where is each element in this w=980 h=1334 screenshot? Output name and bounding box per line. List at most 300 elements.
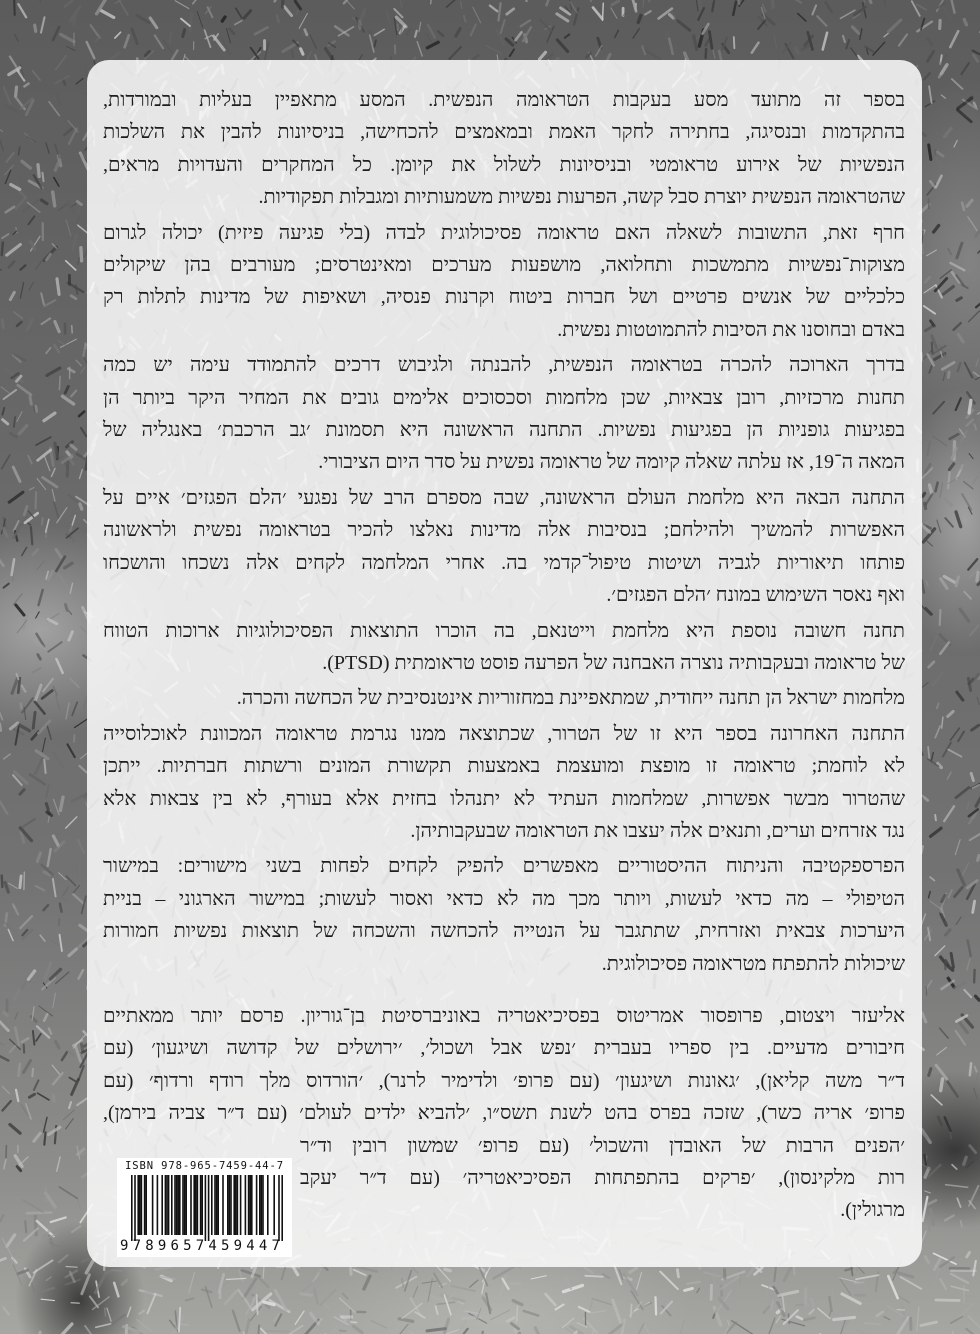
grass-stroke	[940, 1028, 949, 1038]
grass-stroke	[0, 1258, 6, 1266]
grass-stroke	[941, 579, 947, 589]
grass-stroke	[44, 760, 45, 773]
grass-stroke	[926, 609, 932, 615]
grass-stroke	[65, 0, 75, 7]
grass-stroke	[973, 901, 975, 912]
grass-stroke	[522, 0, 527, 1]
grass-stroke	[9, 492, 23, 502]
grass-stroke	[714, 1308, 720, 1326]
grass-stroke	[56, 550, 61, 558]
grass-stroke	[181, 19, 190, 26]
grass-stroke	[20, 328, 32, 339]
grass-stroke	[71, 1303, 79, 1304]
grass-stroke	[854, 1282, 864, 1283]
grass-stroke	[767, 1318, 775, 1334]
grass-stroke	[949, 464, 953, 470]
grass-stroke	[843, 36, 845, 42]
grass-stroke	[0, 802, 7, 814]
grass-stroke	[66, 817, 77, 828]
grass-stroke	[47, 1277, 52, 1280]
grass-stroke	[970, 1146, 976, 1153]
grass-stroke	[394, 18, 397, 35]
grass-stroke	[678, 21, 690, 31]
grass-stroke	[789, 0, 801, 3]
grass-stroke	[29, 283, 33, 291]
grass-stroke	[958, 732, 964, 742]
grass-stroke	[940, 610, 941, 625]
grass-stroke	[812, 5, 816, 14]
grass-stroke	[937, 1047, 947, 1055]
grass-stroke	[758, 21, 765, 29]
grass-stroke	[645, 50, 660, 59]
grass-stroke	[42, 518, 43, 525]
grass-stroke	[53, 993, 56, 1008]
grass-stroke	[417, 42, 422, 56]
grass-stroke	[940, 1279, 946, 1289]
grass-stroke	[56, 659, 62, 673]
grass-stroke	[66, 261, 76, 270]
grass-stroke	[18, 678, 20, 693]
grass-stroke	[798, 14, 806, 22]
grass-stroke	[929, 1069, 931, 1076]
grass-stroke	[930, 181, 935, 187]
grass-stroke	[948, 249, 951, 255]
grass-stroke	[175, 1311, 177, 1327]
grass-stroke	[873, 42, 885, 55]
grass-stroke	[966, 1162, 973, 1168]
grass-stroke	[18, 4, 26, 17]
grass-stroke	[65, 563, 73, 568]
grass-stroke	[428, 25, 435, 38]
grass-stroke	[950, 1268, 969, 1269]
grass-stroke	[301, 49, 303, 54]
grass-stroke	[929, 892, 931, 898]
grass-stroke	[259, 1277, 269, 1287]
grass-stroke	[929, 145, 931, 160]
grass-stroke	[66, 1267, 77, 1268]
grass-stroke	[933, 402, 944, 414]
grass-stroke	[33, 1031, 35, 1045]
grass-stroke	[447, 0, 456, 7]
grass-stroke	[922, 493, 925, 497]
grass-stroke	[333, 1326, 337, 1331]
grass-stroke	[51, 941, 59, 946]
grass-stroke	[20, 876, 21, 888]
grass-stroke	[15, 990, 20, 999]
grass-stroke	[53, 192, 55, 206]
grass-stroke	[699, 0, 701, 9]
grass-stroke	[930, 1210, 933, 1225]
grass-stroke	[929, 1165, 941, 1176]
grass-stroke	[946, 1185, 968, 1188]
grass-stroke	[16, 198, 25, 208]
grass-stroke	[510, 49, 514, 56]
grass-stroke	[22, 547, 27, 555]
grass-stroke	[531, 1276, 546, 1279]
grass-stroke	[44, 905, 49, 910]
grass-stroke	[244, 11, 250, 18]
grass-stroke	[947, 772, 951, 779]
grass-stroke	[41, 293, 44, 304]
grass-stroke	[974, 372, 980, 377]
grass-stroke	[445, 1269, 451, 1271]
grass-stroke	[54, 345, 58, 352]
grass-stroke	[224, 1282, 228, 1286]
grass-stroke	[884, 1317, 890, 1320]
grass-stroke	[952, 1165, 957, 1169]
grass-stroke	[764, 1307, 769, 1313]
grass-stroke	[61, 897, 67, 901]
grass-stroke	[66, 220, 71, 236]
grass-stroke	[0, 1215, 3, 1224]
grass-stroke	[0, 724, 1, 731]
grass-stroke	[823, 33, 827, 50]
grass-stroke	[63, 887, 69, 895]
grass-stroke	[22, 686, 26, 692]
grass-stroke	[566, 1278, 571, 1288]
grass-stroke	[937, 520, 941, 532]
grass-stroke	[13, 231, 17, 235]
grass-stroke	[921, 1322, 937, 1325]
grass-stroke	[2, 1238, 14, 1260]
grass-stroke	[948, 750, 961, 757]
grass-stroke	[35, 758, 43, 774]
grass-stroke	[46, 785, 48, 797]
grass-stroke	[54, 799, 60, 814]
grass-stroke	[931, 753, 933, 761]
grass-stroke	[186, 1298, 194, 1300]
grass-stroke	[956, 917, 961, 924]
grass-stroke	[77, 202, 81, 205]
grass-stroke	[846, 40, 849, 49]
grass-stroke	[512, 1324, 519, 1329]
grass-stroke	[899, 35, 907, 46]
grass-stroke	[422, 1281, 436, 1283]
grass-stroke	[107, 1308, 111, 1321]
grass-stroke	[55, 322, 59, 332]
grass-stroke	[10, 292, 14, 299]
grass-stroke	[426, 33, 430, 41]
grass-stroke	[399, 1319, 413, 1322]
grass-stroke	[58, 341, 66, 345]
grass-stroke	[669, 39, 673, 54]
grass-stroke	[951, 263, 965, 270]
grass-stroke	[36, 437, 51, 445]
grass-stroke	[932, 343, 933, 354]
grass-stroke	[343, 1293, 348, 1298]
grass-stroke	[79, 970, 83, 978]
grass-stroke	[47, 368, 60, 375]
grass-stroke	[487, 46, 502, 54]
grass-stroke	[935, 278, 947, 291]
grass-stroke	[38, 655, 41, 660]
grass-stroke	[69, 632, 73, 640]
grass-stroke	[935, 726, 940, 738]
grass-stroke	[57, 1157, 60, 1171]
grass-stroke	[968, 559, 977, 569]
grass-stroke	[83, 344, 85, 356]
grass-stroke	[931, 635, 938, 649]
grass-stroke	[565, 34, 569, 37]
grass-stroke	[958, 1304, 974, 1319]
grass-stroke	[75, 719, 88, 727]
grass-stroke	[65, 387, 68, 394]
grass-stroke	[936, 1065, 947, 1079]
grass-stroke	[63, 80, 65, 85]
grass-stroke	[21, 703, 22, 708]
grass-stroke	[16, 1090, 18, 1101]
grass-stroke	[926, 326, 933, 331]
grass-stroke	[51, 1217, 66, 1222]
grass-stroke	[55, 76, 69, 84]
grass-stroke	[23, 1200, 43, 1212]
grass-stroke	[632, 0, 636, 11]
grass-stroke	[713, 50, 715, 58]
grass-stroke	[252, 1298, 254, 1305]
grass-stroke	[69, 1078, 75, 1082]
grass-stroke	[236, 8, 242, 18]
grass-stroke	[140, 1311, 144, 1314]
grass-stroke	[15, 1028, 19, 1045]
grass-stroke	[77, 1198, 81, 1210]
grass-stroke	[929, 86, 932, 103]
grass-stroke	[884, 0, 885, 6]
grass-stroke	[940, 643, 949, 654]
grass-stroke	[933, 672, 943, 684]
grass-stroke	[7, 153, 14, 162]
grass-stroke	[877, 1312, 883, 1316]
grass-stroke	[45, 963, 51, 979]
grass-stroke	[944, 287, 954, 295]
grass-stroke	[419, 22, 421, 31]
grass-stroke	[962, 203, 964, 210]
grass-stroke	[33, 668, 41, 672]
grass-stroke	[473, 7, 481, 23]
grass-stroke	[64, 129, 72, 136]
grass-stroke	[340, 1331, 346, 1332]
grass-stroke	[969, 400, 971, 413]
grass-stroke	[222, 17, 225, 21]
grass-stroke	[266, 1331, 288, 1332]
grass-stroke	[69, 949, 77, 956]
grass-stroke	[4, 754, 10, 759]
grass-stroke	[945, 930, 950, 935]
grass-stroke	[283, 0, 284, 7]
grass-stroke	[44, 413, 55, 421]
grass-stroke	[257, 1325, 259, 1334]
grass-stroke	[797, 1317, 802, 1319]
grass-stroke	[978, 856, 979, 861]
grass-stroke	[3, 1308, 8, 1315]
grass-stroke	[137, 1320, 152, 1332]
grass-stroke	[976, 359, 978, 366]
grass-stroke	[928, 747, 929, 758]
grass-stroke	[936, 1300, 959, 1301]
grass-stroke	[34, 1133, 40, 1141]
grass-stroke	[585, 1268, 593, 1273]
grass-stroke	[67, 46, 75, 50]
grass-stroke	[5, 883, 8, 893]
grass-stroke	[53, 836, 58, 846]
grass-stroke	[0, 127, 3, 131]
grass-stroke	[948, 890, 952, 898]
grass-stroke	[938, 1117, 941, 1125]
grass-stroke	[415, 31, 417, 37]
grass-stroke	[490, 6, 497, 12]
grass-stroke	[71, 445, 76, 449]
grass-stroke	[90, 1297, 98, 1308]
grass-stroke	[9, 883, 18, 888]
grass-stroke	[4, 87, 11, 104]
grass-stroke	[950, 31, 958, 47]
grass-stroke	[1, 387, 9, 393]
grass-stroke	[72, 702, 77, 715]
grass-stroke	[54, 753, 63, 768]
grass-stroke	[858, 1330, 877, 1334]
grass-stroke	[19, 147, 20, 155]
grass-stroke	[48, 619, 57, 624]
grass-stroke	[20, 790, 24, 795]
grass-stroke	[728, 1320, 730, 1325]
grass-stroke	[955, 887, 963, 896]
grass-stroke	[235, 21, 242, 25]
grass-stroke	[591, 1311, 605, 1313]
grass-stroke	[81, 1044, 82, 1051]
grass-stroke	[515, 32, 521, 40]
grass-stroke	[49, 102, 59, 116]
grass-stroke	[974, 1088, 977, 1098]
grass-stroke	[922, 1130, 930, 1143]
grass-stroke	[160, 1276, 175, 1279]
grass-stroke	[22, 161, 30, 168]
grass-stroke	[951, 1286, 968, 1290]
grass-stroke	[105, 1308, 106, 1316]
grass-stroke	[937, 703, 939, 708]
grass-stroke	[0, 1055, 8, 1060]
grass-stroke	[47, 725, 51, 739]
grass-stroke	[901, 1277, 922, 1289]
grass-stroke	[242, 1270, 259, 1276]
grass-stroke	[362, 10, 365, 18]
grass-stroke	[62, 1324, 72, 1334]
grass-stroke	[364, 1276, 370, 1289]
grass-stroke	[696, 0, 698, 11]
grass-stroke	[13, 1265, 21, 1284]
grass-stroke	[76, 217, 80, 226]
grass-stroke	[941, 1079, 943, 1091]
grass-stroke	[928, 51, 934, 61]
grass-stroke	[36, 685, 41, 700]
grass-stroke	[8, 930, 13, 941]
grass-stroke	[277, 1267, 300, 1268]
grass-stroke	[557, 14, 568, 21]
grass-stroke	[15, 35, 18, 41]
grass-stroke	[940, 483, 943, 498]
grass-stroke	[80, 470, 83, 479]
grass-stroke	[638, 15, 641, 22]
grass-stroke	[955, 840, 960, 855]
grass-stroke	[973, 1261, 976, 1275]
grass-stroke	[795, 48, 798, 53]
grass-stroke	[0, 140, 3, 151]
grass-stroke	[66, 876, 75, 886]
grass-stroke	[82, 1275, 90, 1294]
grass-stroke	[96, 1324, 111, 1328]
grass-stroke	[596, 46, 602, 56]
grass-stroke	[590, 0, 591, 1]
grass-stroke	[974, 424, 976, 429]
grass-stroke	[172, 51, 177, 60]
grass-stroke	[183, 30, 185, 37]
grass-stroke	[402, 1279, 403, 1287]
grass-stroke	[295, 1, 300, 9]
grass-stroke	[85, 1326, 91, 1334]
grass-stroke	[961, 1221, 962, 1227]
grass-stroke	[53, 1073, 62, 1084]
grass-stroke	[60, 797, 63, 810]
grass-stroke	[925, 1257, 929, 1263]
grass-stroke	[964, 990, 971, 997]
grass-stroke	[76, 360, 81, 365]
grass-stroke	[622, 1320, 625, 1334]
grass-stroke	[70, 678, 79, 687]
grass-stroke	[15, 1013, 18, 1019]
grass-stroke	[926, 581, 928, 586]
grass-stroke	[639, 1324, 644, 1334]
grass-stroke	[66, 1119, 74, 1129]
grass-stroke	[4, 368, 11, 374]
grass-stroke	[401, 1, 402, 7]
grass-stroke	[179, 1308, 180, 1332]
grass-stroke	[407, 29, 410, 35]
grass-stroke	[36, 406, 37, 411]
grass-stroke	[219, 1274, 224, 1292]
grass-stroke	[397, 1306, 403, 1308]
grass-stroke	[931, 1095, 942, 1105]
grass-stroke	[10, 1046, 16, 1052]
grass-stroke	[964, 482, 973, 489]
grass-stroke	[810, 1310, 814, 1314]
grass-stroke	[225, 1292, 236, 1304]
grass-stroke	[771, 1300, 773, 1310]
grass-stroke	[40, 1288, 54, 1292]
grass-stroke	[12, 678, 17, 693]
grass-stroke	[739, 0, 749, 6]
grass-stroke	[697, 1288, 700, 1292]
grass-stroke	[79, 412, 84, 417]
grass-stroke	[73, 235, 77, 250]
grass-stroke	[205, 1287, 211, 1308]
grass-stroke	[80, 504, 82, 509]
grass-stroke	[29, 216, 35, 224]
grass-stroke	[867, 49, 868, 54]
grass-stroke	[934, 226, 939, 233]
grass-stroke	[928, 39, 933, 45]
grass-stroke	[44, 300, 55, 306]
grass-stroke	[926, 987, 927, 995]
grass-stroke	[56, 56, 66, 69]
grass-stroke	[471, 25, 476, 36]
grass-stroke	[351, 1268, 352, 1274]
grass-stroke	[970, 833, 980, 841]
grass-stroke	[524, 1311, 539, 1316]
grass-stroke	[917, 5, 926, 10]
grass-stroke	[26, 1104, 31, 1119]
grass-stroke	[2, 234, 8, 238]
grass-stroke	[59, 1187, 77, 1198]
grass-stroke	[132, 29, 138, 44]
grass-stroke	[666, 32, 668, 38]
